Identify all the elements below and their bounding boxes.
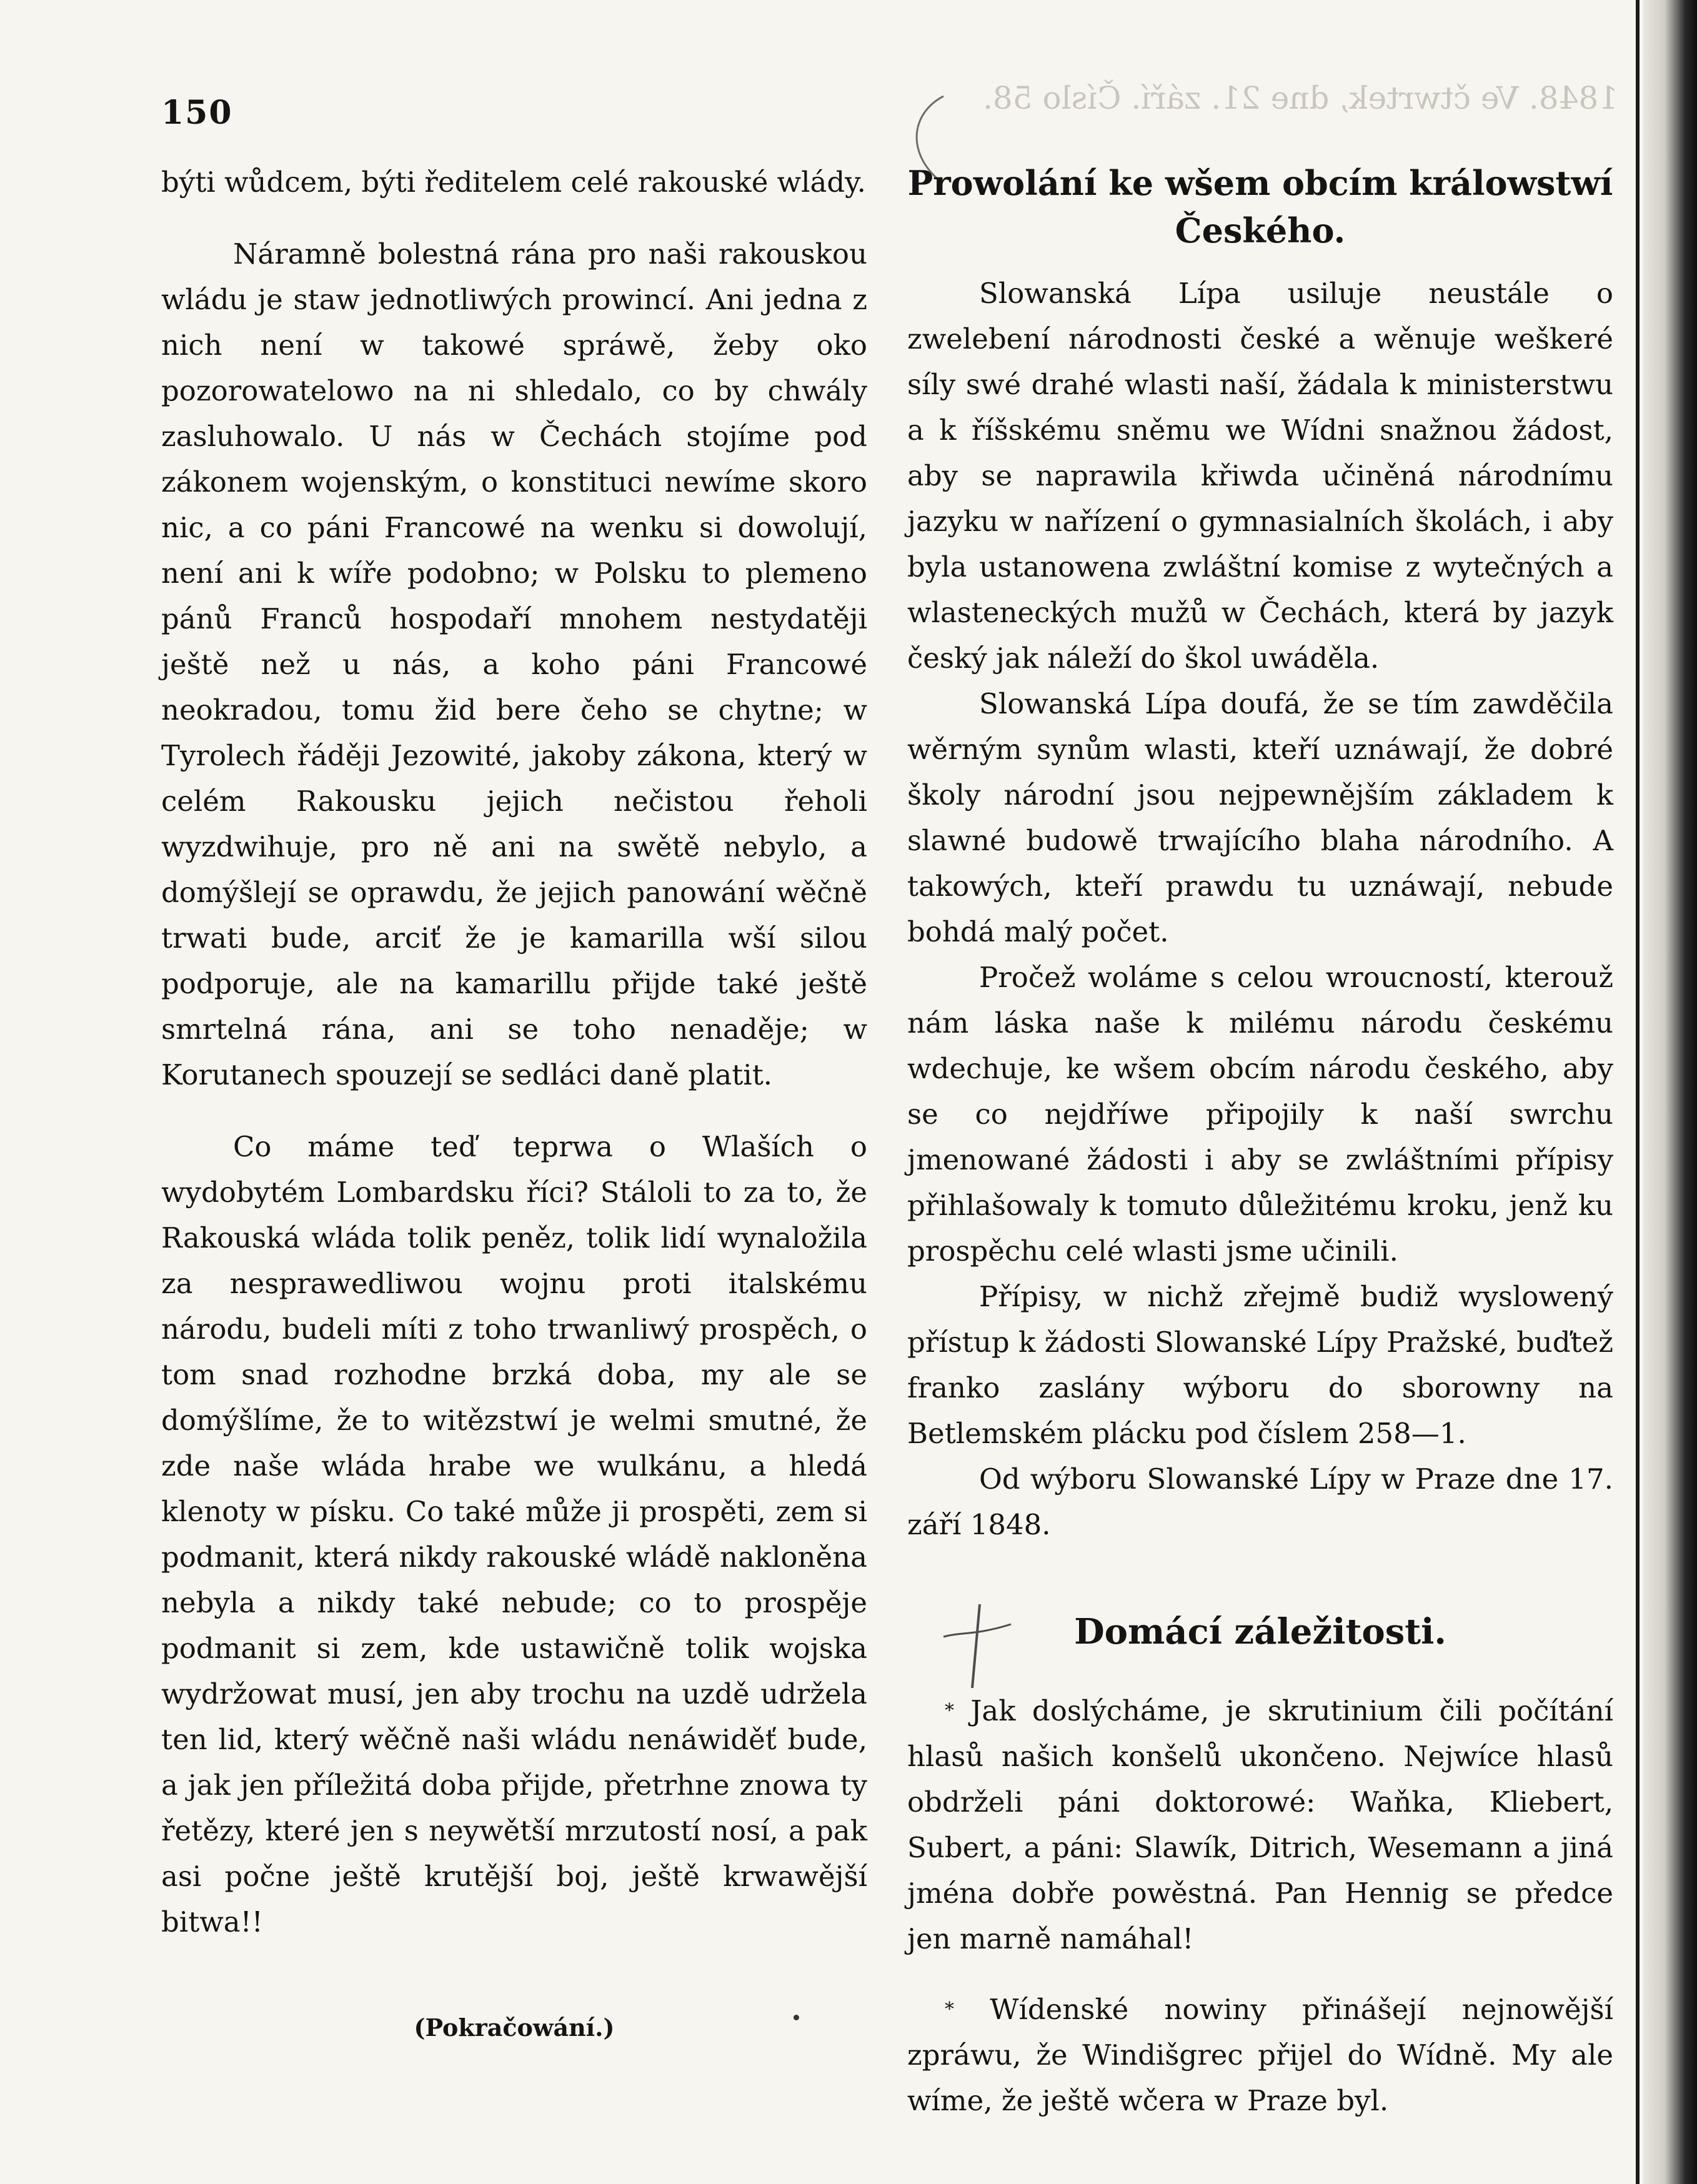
right-paragraph-4: Přípisy, w nichž zřejmě budiž wyslowený přístup k žádosti Slowanské Lípy Pražské, buďtež franko zaslány wýboru do sborowny na Betlemském plácku pod číslem 258—1. [907, 1280, 1613, 1450]
news-text: Jak doslýcháme, je skrutinium čili počítání hlasů našich konšelů ukončeno. Nejwíce hlasů obdrželi páni doktorowé: Waňka, Kliebert, Subert, a páni: Slawík, Ditrich, Wesemann a jiná jména dobře powěstná. Pan Hennig se předce jen marně namáhal! [907, 1694, 1613, 1955]
right-paragraph-5: Od wýboru Slowanské Lípy w Praze dne 17. září 1848. [907, 1462, 1613, 1541]
section-heading-domestic: Domácí záležitosti. [1074, 1611, 1446, 1652]
news-text: Wídenské nowiny přinášejí nejnowější zpráwu, že Windišgrec přijel do Wídně. My ale wíme, že ještě wčera w Praze byl. [907, 1993, 1613, 2117]
page-number: 150 [161, 94, 233, 132]
right-paragraph-3: Pročež woláme s celou wroucností, kterouž nám láska naše k milému národu českému wdechuje, ke wšem obcím národu českého, aby se co nejdříwe připojily k naší swrchu jmenowané žádosti i aby se zwláštními přípisy přihlašowaly k tomuto důležitému kroku, jenž ku prospěchu celé wlasti jsme učinili. [907, 961, 1613, 1268]
right-column [907, 159, 1613, 2123]
continued-note: (Pokračowání.) [414, 2013, 615, 2042]
news-item [907, 1987, 1613, 2123]
left-paragraph-3: Co máme teď teprwa o Wlaších o wydobytém Lombardsku říci? Stáloli to za to, že Rakouská wláda tolik peněz, tolik lidí wynaložila za nesprawedliwou wojnu proti italskému národu, budeli míti z toho trwanliwý prospěch, o tom snad rozhodne brzká doba, my ale se domýšlíme, že to witězstwí je welmi smutné, že zde naše wláda hrabe we wulkánu, a hledá klenoty w písku. Co také může ji prospěti, zem si podmanit, která nikdy rakouské wládě nakloněna nebyla a nikdy také nebude; co to prospěje podmanit si zem, kde ustawičně tolik wojska wydržowat musí, jen aby trochu na uzdě udržela ten lid, který wěčně naši wládu nenáwiděť bude, a jak jen příležitá doba přijde, přetrhne znowa ty řetězy, které jen s neywětší mrzutostí nosí, a pak asi počne ještě krutější boj, ještě krwawější bitwa!! [161, 1130, 867, 1938]
show-through-header: 1848. Ve čtwrtek, dne 21. září. Číslo 58. [983, 80, 1618, 116]
printer-dot [794, 2015, 799, 2020]
binding-shadow [1643, 0, 1697, 2184]
left-paragraph-2: Náramně bolestná rána pro naši rakouskou wládu je staw jednotliwých prowincí. Ani jedna z nich není w takowé spráwě, žeby oko pozorowatelowo na ni shledalo, co by chwály zasluhowalo. U nás w Čechách stojíme pod zákonem wojenským, o konstituci newíme skoro nic, a co páni Francowé na wenku si dowolují, není ani k wíře podobno; w Polsku to plemeno pánů Franců hospodaří mnohem nestydatěji ještě než u nás, a koho páni Francowé neokradou, tomu žid bere čeho se chytne; w Tyrolech řáději Jezowité, jakoby zákona, který w celém Rakousku jejich nečistou řeholi wyzdwihuje, pro ně ani na swětě nebylo, a domýšlejí se oprawdu, že jejich panowání wěčně trwati bude, arciť že je kamarilla wší silou podporuje, ale na kamarillu přijde také ještě smrtelná rána, ani se toho nenaděje; w Korutanech spouzejí se sedláci daně platit. [161, 237, 867, 1091]
left-column [161, 159, 867, 2050]
right-paragraph-2: Slowanská Lípa doufá, že se tím zawděčila wěrným synům wlasti, kteří uznáwají, že dobré školy národní jsou nejpewnějším základem k slawné budowě trwajícího blaha národního. A takowých, kteří prawdu tu uznáwají, nebude bohdá malý počet. [907, 687, 1613, 948]
binding-edge-line [1636, 0, 1640, 2184]
right-paragraph-1: Slowanská Lípa usiluje neustále o zwelebení národnosti české a wěnuje weškeré síly swé drahé wlasti naší, žádala k ministerstwu a k říšskému sněmu we Wídni snažnou žádost, aby se naprawila křiwda učiněná národnímu jazyku w nařízení o gymnasialních školách, i aby byla ustanowena zwláštní komise z wytečných a wlasteneckých mužů w Čechách, která by jazyk český jak náleží do škol uwáděla. [907, 277, 1613, 675]
proclamation-title: Prowolání ke wšem obcím králowstwí Českého. [907, 163, 1613, 251]
news-item [907, 1688, 1613, 1962]
left-paragraph-1: býti wůdcem, býti ředitelem celé rakouské wlády. [161, 166, 866, 199]
news-star: * [945, 1998, 954, 2020]
news-star: * [945, 1700, 954, 1722]
